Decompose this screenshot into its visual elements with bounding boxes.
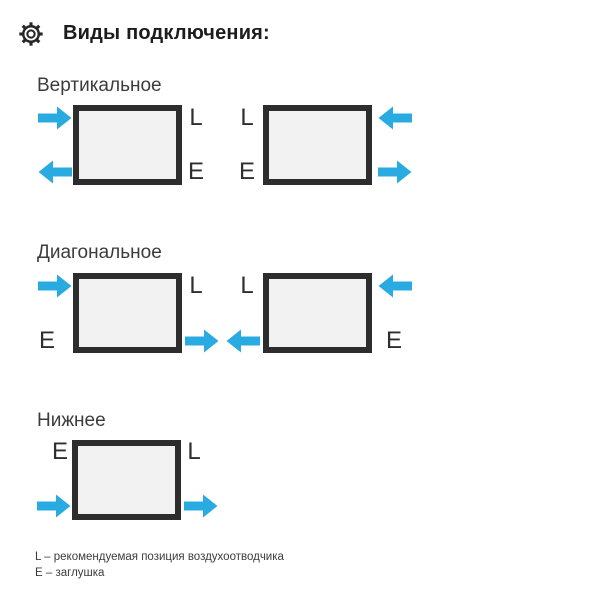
- section-title-vertical: Вертикальное: [37, 75, 162, 96]
- page-title: Виды подключения:: [63, 22, 270, 44]
- flow-out-arrow-icon: [184, 494, 218, 518]
- flow-in-arrow-icon: [378, 106, 412, 130]
- gear-icon: [17, 20, 45, 48]
- radiator-rect: [73, 105, 182, 185]
- flow-out-arrow-icon: [185, 329, 219, 353]
- port-label-plug: E: [385, 327, 403, 354]
- flow-in-arrow-icon: [37, 494, 71, 518]
- legend-line-plug: E – заглушка: [35, 566, 105, 579]
- port-label-air-vent: L: [240, 272, 254, 299]
- radiator-rect: [72, 440, 181, 520]
- port-label-plug: E: [238, 158, 256, 185]
- radiator-rect: [263, 105, 372, 185]
- legend-line-air-vent: L – рекомендуемая позиция воздухоотводчика: [35, 551, 284, 563]
- legend: [35, 550, 284, 581]
- port-label-plug: E: [187, 158, 205, 185]
- port-label-air-vent: L: [187, 438, 201, 465]
- radiator-rect: [73, 273, 182, 353]
- port-label-air-vent: L: [189, 104, 203, 131]
- port-label-plug: E: [38, 327, 56, 354]
- radiator-rect: [263, 273, 372, 353]
- flow-in-arrow-icon: [38, 106, 72, 130]
- flow-out-arrow-icon: [226, 329, 260, 353]
- section-title-bottom: Нижнее: [37, 410, 106, 431]
- port-label-air-vent: L: [240, 104, 254, 131]
- port-label-air-vent: L: [189, 272, 203, 299]
- flow-out-arrow-icon: [38, 160, 72, 184]
- port-label-plug: E: [51, 438, 69, 465]
- section-title-diagonal: Диагональное: [37, 242, 162, 263]
- flow-in-arrow-icon: [378, 274, 412, 298]
- flow-out-arrow-icon: [378, 160, 412, 184]
- flow-in-arrow-icon: [38, 274, 72, 298]
